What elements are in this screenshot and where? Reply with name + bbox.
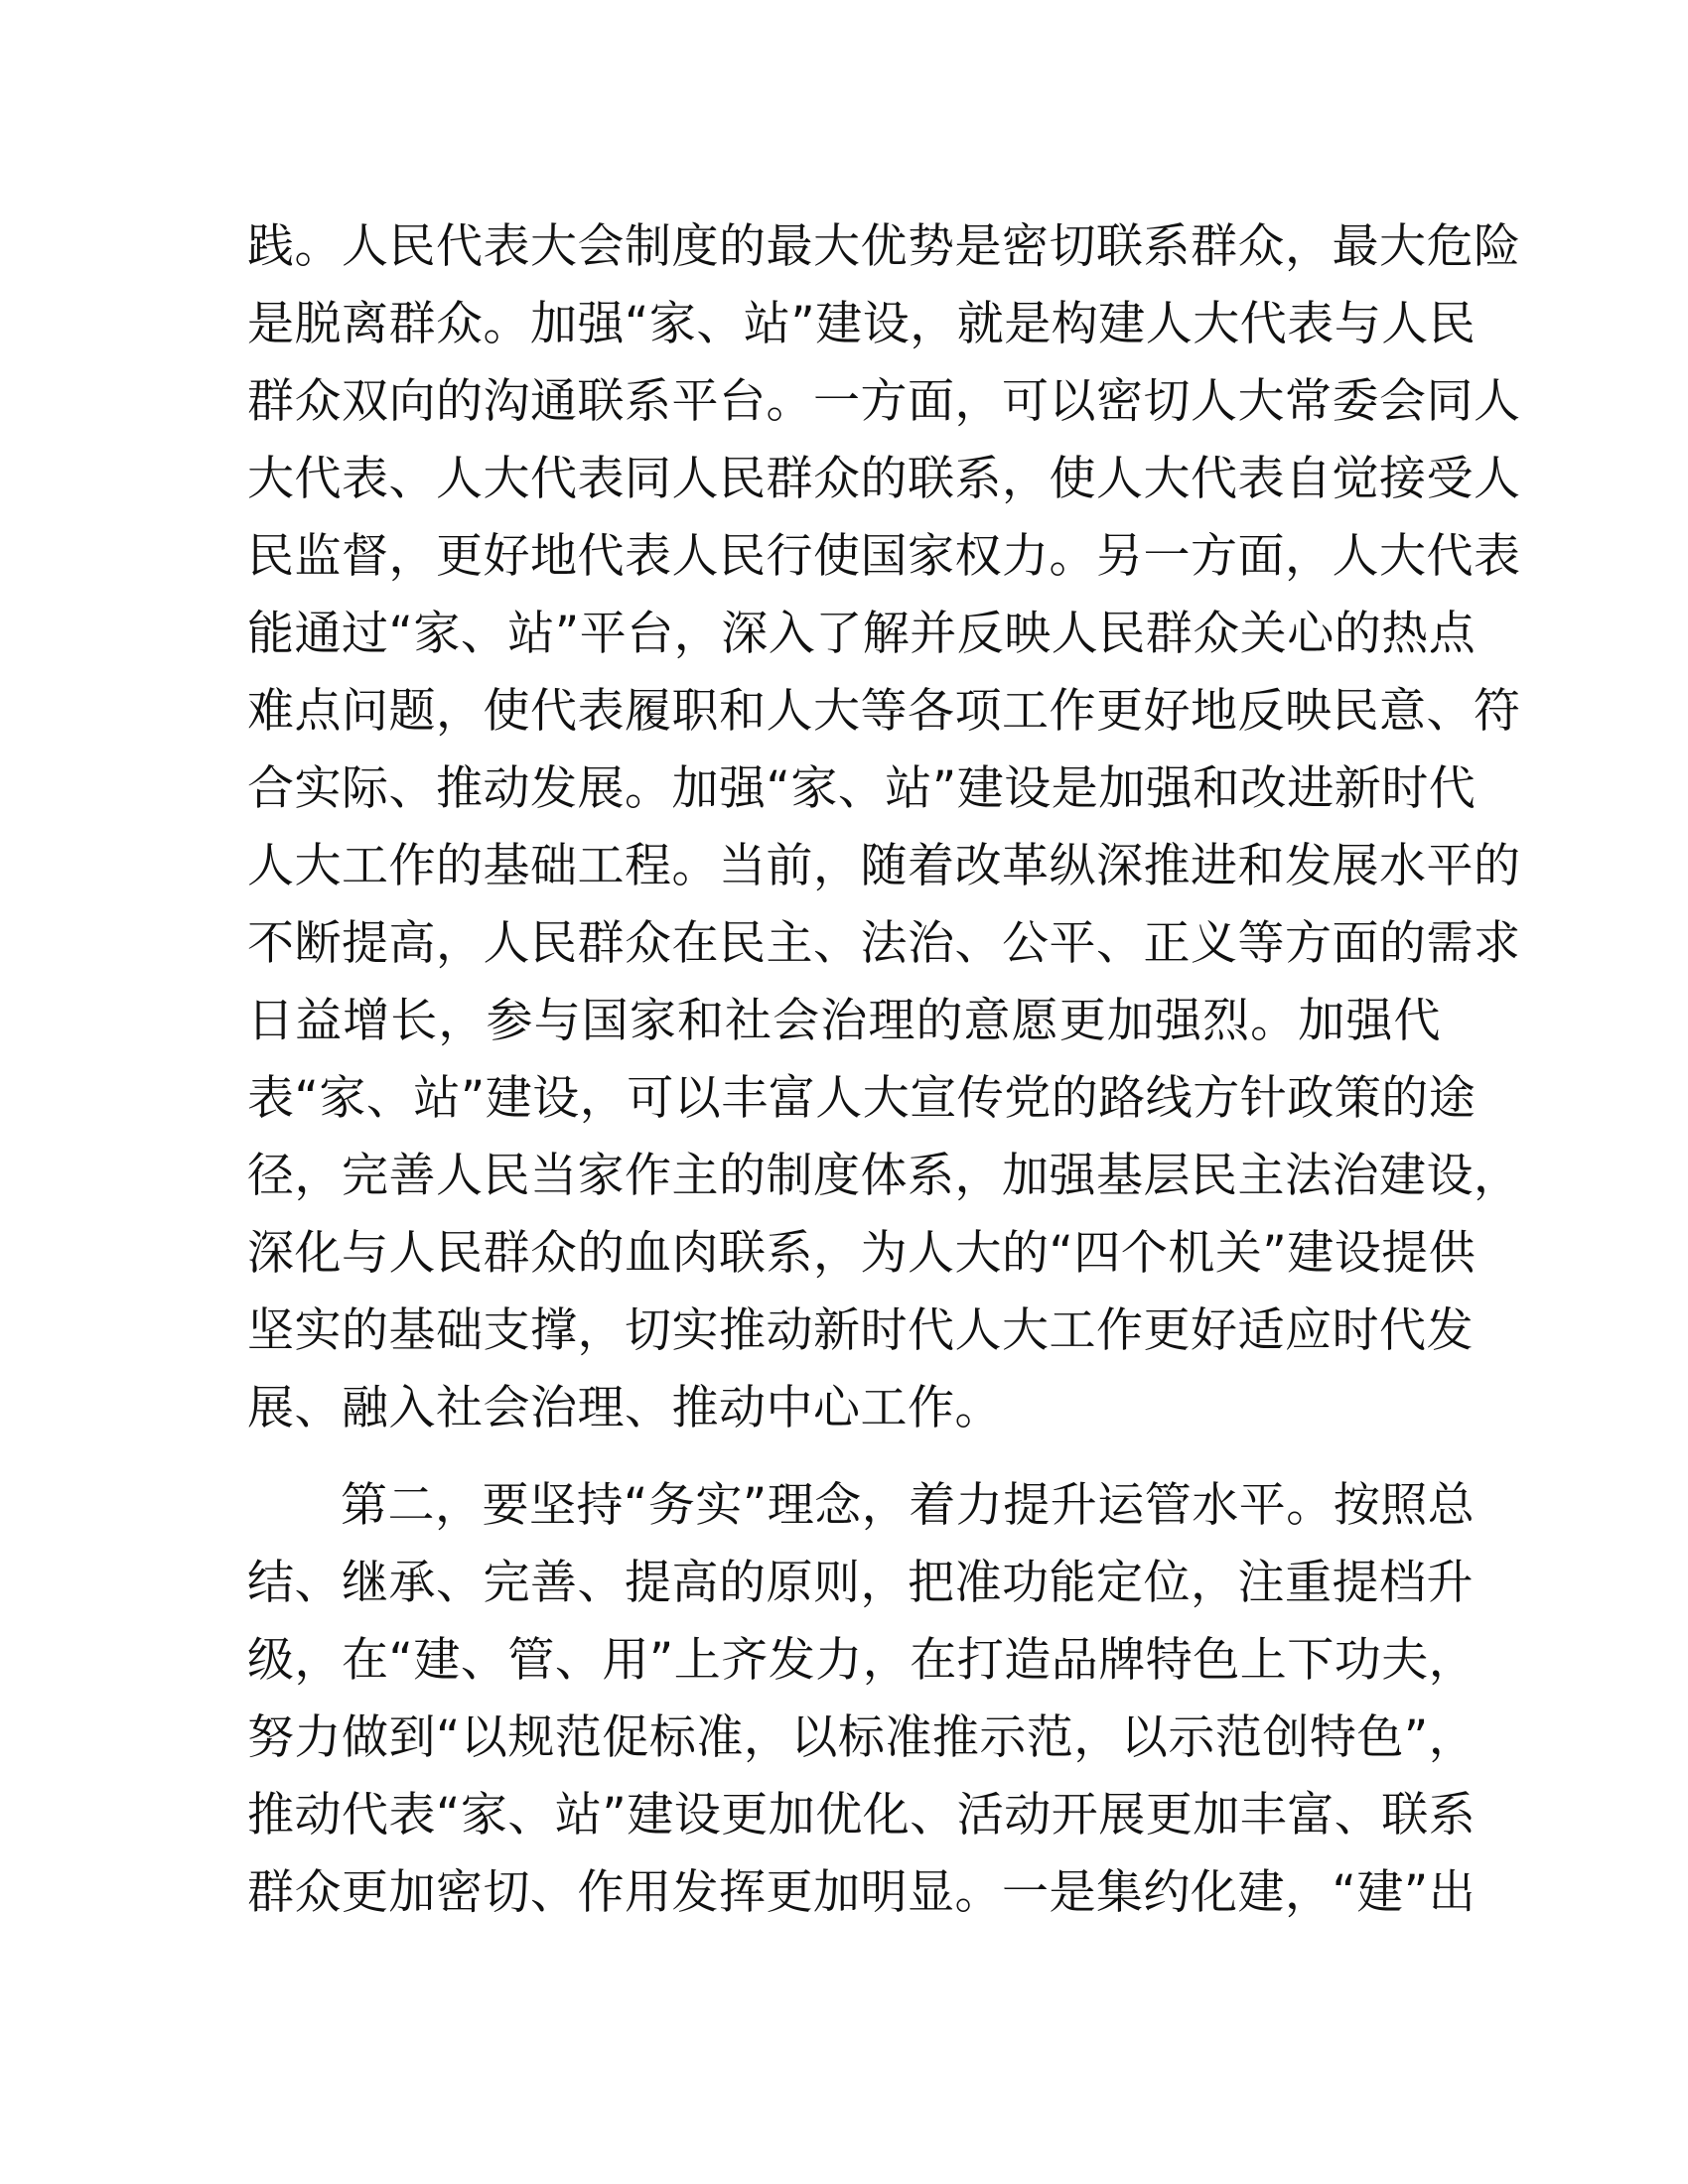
- text-line: 难点问题，使代表履职和人大等各项工作更好地反映民意、符: [247, 684, 1521, 739]
- text-line: 群众更加密切、作用发挥更加明显。一是集约化建，“建”出: [247, 1865, 1477, 1920]
- text-line: 展、融入社会治理、推动中心工作。: [247, 1381, 1002, 1435]
- paragraph-1: [247, 208, 1521, 1447]
- text-line: 能通过“家、站”平台，深入了解并反映人民群众关心的热点: [247, 607, 1477, 661]
- text-line: 推动代表“家、站”建设更加优化、活动开展更加丰富、联系: [247, 1788, 1477, 1843]
- text-line: 深化与人民群众的血肉联系，为人大的“四个机关”建设提供: [247, 1226, 1477, 1281]
- text-line: 群众双向的沟通联系平台。一方面，可以密切人大常委会同人: [247, 374, 1521, 429]
- text-line: 结、继承、完善、提高的原则，把准功能定位，注重提档升: [247, 1556, 1474, 1610]
- paragraph-gap: [247, 1447, 1441, 1467]
- text-line: 级，在“建、管、用”上齐发力，在打造品牌特色上下功夫，: [247, 1633, 1477, 1688]
- text-line: 民监督，更好地代表人民行使国家权力。另一方面，人大代表: [247, 529, 1521, 584]
- text-line: 努力做到“以规范促标准，以标准推示范，以示范创特色”，: [247, 1710, 1477, 1765]
- text-line: 径，完善人民当家作主的制度体系，加强基层民主法治建设，: [247, 1149, 1521, 1203]
- text-line: 不断提高，人民群众在民主、法治、公平、正义等方面的需求: [247, 916, 1521, 971]
- text-line: 是脱离群众。加强“家、站”建设，就是构建人大代表与人民: [247, 297, 1477, 351]
- text-line: 坚实的基础支撑，切实推动新时代人大工作更好适应时代发: [247, 1303, 1474, 1358]
- text-line: 践。人民代表大会制度的最大优势是密切联系群众，最大危险: [247, 219, 1521, 274]
- text-line: 人大工作的基础工程。当前，随着改革纵深推进和发展水平的: [247, 839, 1521, 893]
- text-line: 日益增长，参与国家和社会治理的意愿更加强烈。加强代: [247, 994, 1441, 1048]
- body-text: [247, 208, 1521, 1932]
- text-line: 表“家、站”建设，可以丰富人大宣传党的路线方针政策的途: [247, 1071, 1477, 1126]
- paragraph-2: [247, 1467, 1477, 1932]
- text-line: 大代表、人大代表同人民群众的联系，使人大代表自觉接受人: [247, 452, 1521, 506]
- text-line: 合实际、推动发展。加强“家、站”建设是加强和改进新时代: [247, 761, 1477, 816]
- text-line: 第二，要坚持“务实”理念，着力提升运管水平。按照总: [341, 1478, 1476, 1533]
